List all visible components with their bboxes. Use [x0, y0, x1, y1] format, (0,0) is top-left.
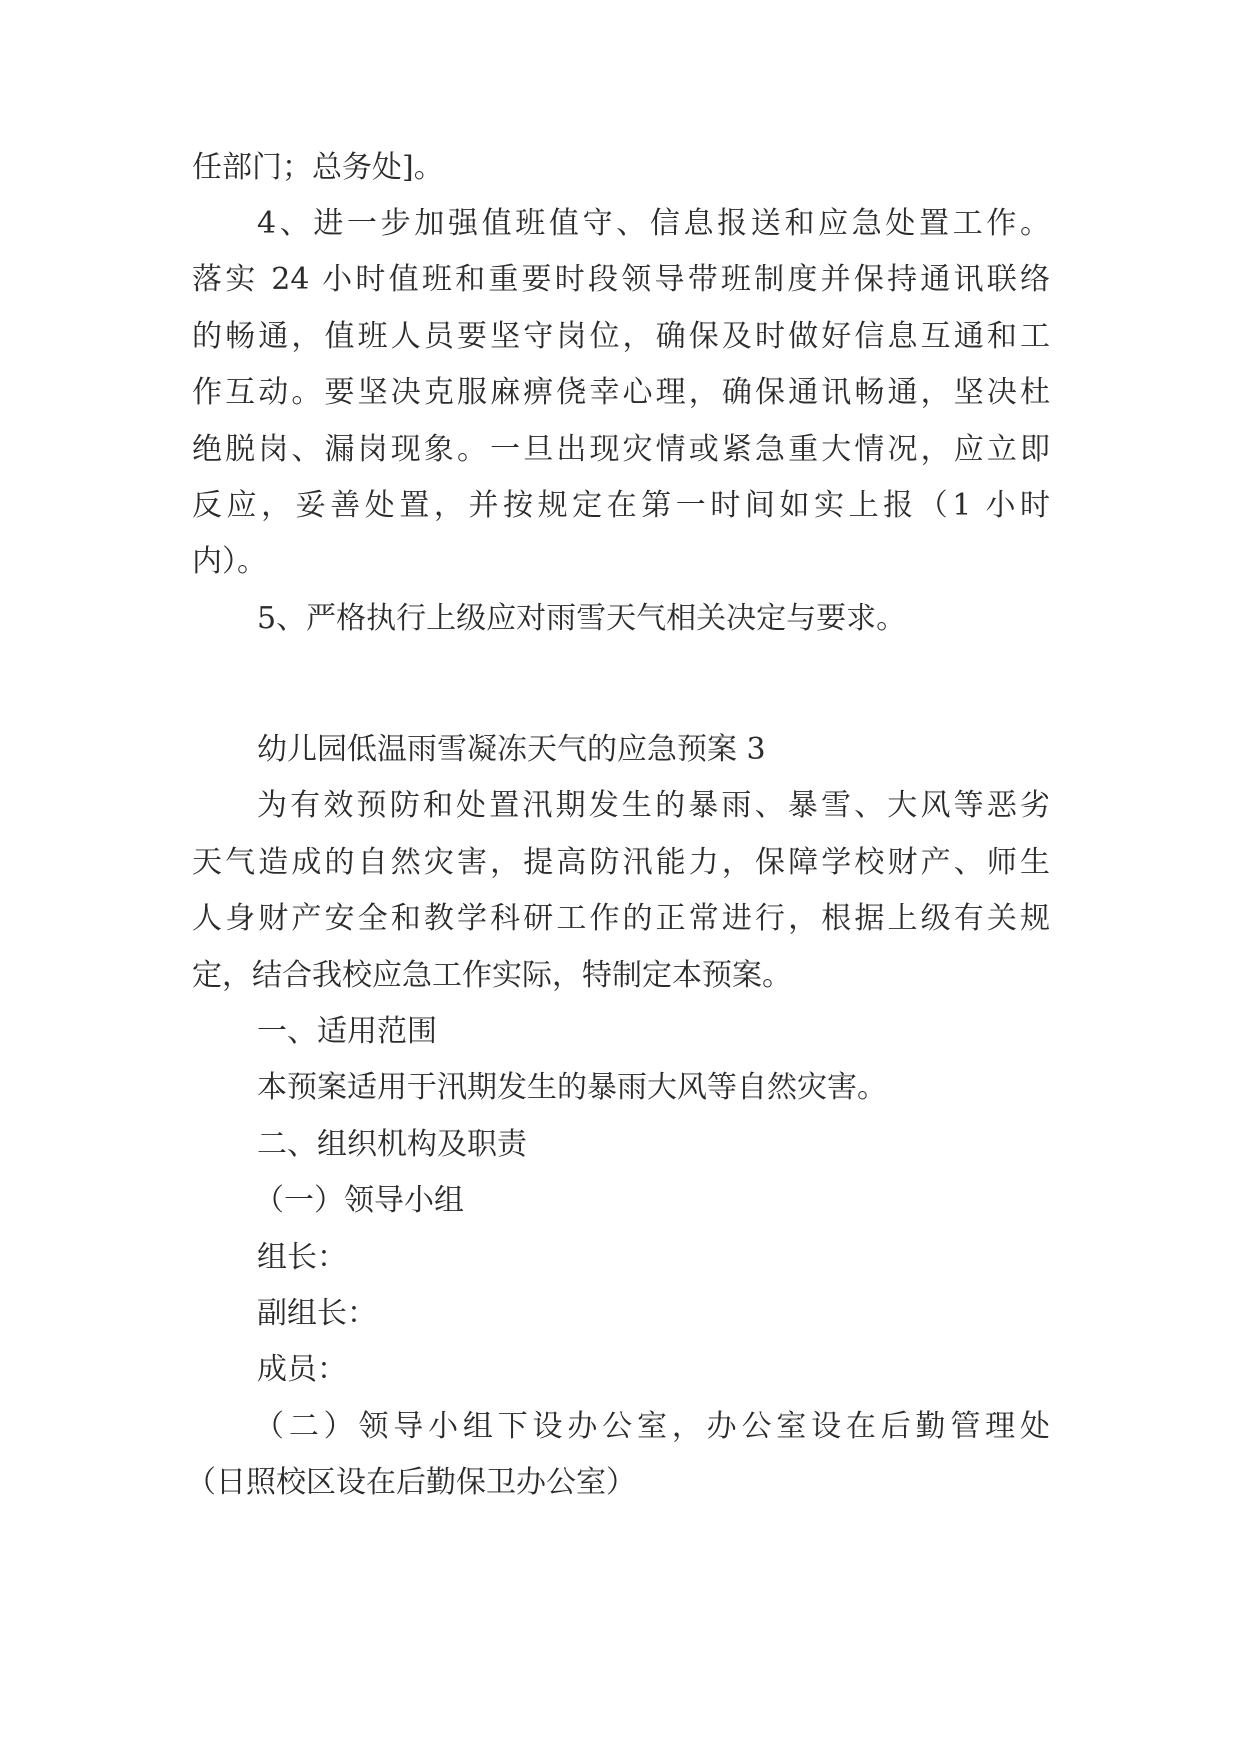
paragraph-line: 本预案适用于汛期发生的暴雨大风等自然灾害。 [257, 1070, 887, 1105]
paragraph-line: 任部门；总务处]。 [192, 150, 444, 185]
paragraph-line: 作互动。要坚决克服麻痹侥幸心理，确保通讯畅通，坚决杜 [192, 375, 1050, 410]
subsection-heading: 二、组织机构及职责 [257, 1127, 527, 1162]
paragraph-line: 5、严格执行上级应对雨雪天气相关决定与要求。 [257, 601, 907, 636]
paragraph-line: （二）领导小组下设办公室，办公室设在后勤管理处 [254, 1409, 1050, 1444]
paragraph-line: 定，结合我校应急工作实际，特制定本预案。 [192, 958, 792, 993]
paragraph-line: 反应，妥善处置，并按规定在第一时间如实上报（1 小时 [192, 488, 1050, 523]
paragraph-line: 成员： [257, 1352, 347, 1387]
paragraph-line: 落实 24 小时值班和重要时段领导带班制度并保持通讯联络 [192, 262, 1050, 297]
paragraph-line: 天气造成的自然灾害，提高防汛能力，保障学校财产、师生 [192, 845, 1050, 880]
paragraph-line: 绝脱岗、漏岗现象。一旦出现灾情或紧急重大情况，应立即 [192, 432, 1050, 467]
paragraph-line: （日照校区设在后勤保卫办公室） [186, 1465, 636, 1500]
paragraph-line: 4、进一步加强值班值守、信息报送和应急处置工作。 [257, 206, 1050, 241]
paragraph-line: 副组长： [257, 1296, 377, 1331]
paragraph-line: 的畅通，值班人员要坚守岗位，确保及时做好信息互通和工 [192, 319, 1050, 354]
paragraph-line: 为有效预防和处置汛期发生的暴雨、暴雪、大风等恶劣 [257, 788, 1050, 823]
paragraph-line: 组长： [257, 1240, 347, 1275]
paragraph-line: 内）。 [192, 544, 267, 579]
subsection-heading: （一）领导小组 [254, 1183, 464, 1218]
paragraph-line: 人身财产安全和教学科研工作的正常进行，根据上级有关规 [192, 901, 1050, 936]
section-heading: 幼儿园低温雨雪凝冻天气的应急预案 3 [257, 732, 766, 767]
subsection-heading: 一、适用范围 [257, 1014, 437, 1049]
